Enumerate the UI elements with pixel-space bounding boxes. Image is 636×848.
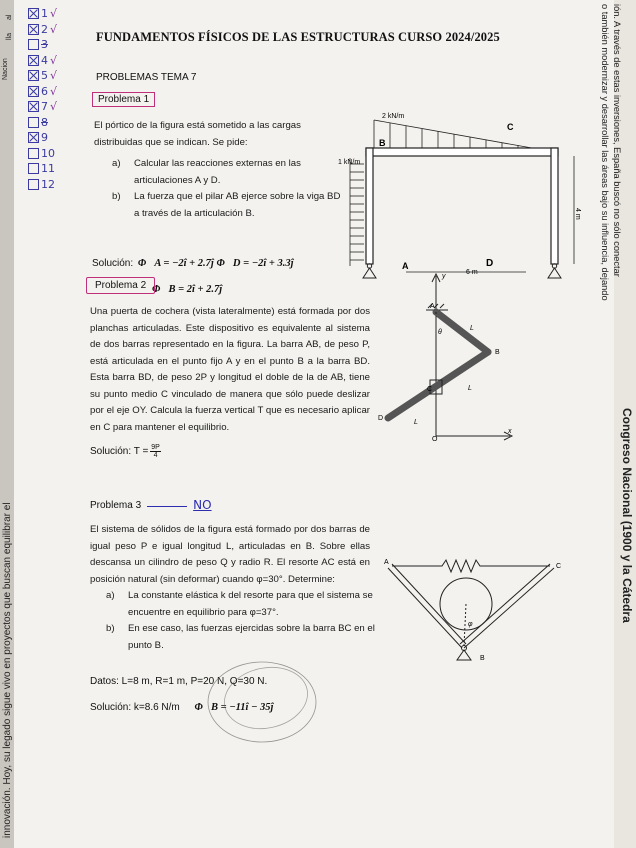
checkbox-icon <box>28 55 39 66</box>
frame-figure <box>338 108 586 286</box>
node-a-label-2: A <box>430 303 435 310</box>
checklist-number: 6 <box>41 84 48 98</box>
checklist-number: 1 <box>41 7 48 21</box>
axis-x-label: x <box>508 428 512 435</box>
background-bold-heading: Congreso Nacional (1900 y la Cátedra <box>620 408 634 623</box>
problem-3-solution-label: Solución: k=8.6 N/m <box>90 702 180 713</box>
problem-3-label-text: Problema 3 <box>90 499 142 511</box>
checklist-item <box>28 53 98 69</box>
length-label-1: L <box>470 325 474 332</box>
check-mark: √ <box>50 84 58 98</box>
axis-y-label: y <box>442 273 446 280</box>
check-mark: √ <box>50 7 58 21</box>
checklist-item <box>28 68 98 84</box>
checklist-number: 3 <box>41 38 48 52</box>
pencil-scribble <box>200 640 330 750</box>
checkbox-icon <box>28 163 39 174</box>
problem-1-items <box>112 156 342 222</box>
checklist-item <box>28 84 98 100</box>
handwritten-no: NO <box>193 498 212 512</box>
checklist-number: 5 <box>41 69 48 83</box>
problem-2-statement: Una puerta de cochera (vista lateralmente) está formada por dos planchas articuladas. Este dispositivo es equivalente al sistema de dos barras representado en la figura. La barra AB, de peso P, está articulada en el punto fijo A y en el punto B a la barra BD. Esta barra BD, de peso 2P y longitud el doble de la de AB, tiene su punto medio C vinculado de manera que sólo puede deslizar por el eje OY. Calcula la fuerza vertical T que es necesario aplicar en C para mantener el equilibrio. <box>90 306 370 433</box>
node-a-label: A <box>402 261 409 271</box>
node-c-label-3: C <box>556 563 562 570</box>
handwritten-checklist <box>28 6 98 192</box>
bar-bc <box>464 568 554 648</box>
background-left-bold: Nacion <box>2 58 9 80</box>
checkbox-icon <box>28 148 39 159</box>
node-b-label-2: B <box>495 349 500 356</box>
node-b-label-3: B <box>480 655 485 662</box>
problem-1-solution <box>92 258 294 269</box>
background-text-line-1: ión. A través de estas inversiones, España buscó no sólo conectar <box>612 4 622 277</box>
checklist-number: 9 <box>41 131 48 145</box>
problem-1-label-text: Problema 1 <box>92 92 155 107</box>
node-a-label-3: A <box>384 559 389 566</box>
checklist-item <box>28 6 98 22</box>
checkbox-icon <box>28 70 39 81</box>
phi-label: φ <box>468 621 473 628</box>
load-left-label: 1 kN/m <box>338 159 361 166</box>
checkbox-icon <box>28 132 39 143</box>
problem-1-item-a: a) Calcular las reacciones externas en las articulaciones A y D. <box>112 158 301 186</box>
checklist-item <box>28 161 98 177</box>
checklist-item <box>28 146 98 162</box>
problem-1-item-b: b) La fuerza que el pilar AB ejerce sobre la viga BD a través de la articulación B. <box>112 191 341 219</box>
checkbox-icon <box>28 101 39 112</box>
node-d-label: D <box>486 258 494 269</box>
check-mark: √ <box>50 22 58 36</box>
height-label: 4 m <box>574 208 581 220</box>
problem-3-solution-eq: Φ⃗B = −11î − 35ĵ <box>194 702 274 713</box>
frame-structure <box>366 148 558 264</box>
checklist-number: 11 <box>41 162 55 176</box>
checklist-number: 7 <box>41 100 48 114</box>
checklist-number: 10 <box>41 146 55 160</box>
node-c-label: C <box>507 122 514 132</box>
checklist-item <box>28 130 98 146</box>
check-mark: √ <box>50 100 58 114</box>
handwritten-arrow <box>147 506 187 507</box>
spring-ac <box>392 560 550 572</box>
checkbox-icon <box>28 86 39 97</box>
length-label-3: L <box>414 419 418 426</box>
node-c-label-2: C <box>427 386 433 393</box>
page-subtitle: PROBLEMAS TEMA 7 <box>96 72 197 83</box>
problem-2-label-text: Problema 2 <box>86 277 155 294</box>
checklist-number: 2 <box>41 22 48 36</box>
checklist-item <box>28 22 98 38</box>
checklist-number: 4 <box>41 53 48 67</box>
problem-3-item-a: a) La constante elástica k del resorte para que el sistema se encuentre en equilibrio para φ=37°. <box>106 590 373 618</box>
check-mark: √ <box>50 69 58 83</box>
problem-2-solution-label: Solución: T = <box>90 446 149 457</box>
problem-2-solution-fraction <box>150 444 161 459</box>
background-text-line-2: o también modernizar y desarrollar las áreas bajo su influencia, dejando <box>600 4 610 301</box>
background-left-tiny-2: al <box>6 14 13 20</box>
problem-2-label <box>86 280 155 291</box>
checkbox-icon <box>28 179 39 190</box>
door-figure <box>372 268 522 446</box>
checkbox-icon <box>28 117 39 128</box>
checkbox-icon <box>28 24 39 35</box>
problem-1-label <box>92 94 155 105</box>
problem-3-item-b: b) En ese caso, las fuerzas ejercidas sobre la barra BC en el punto B. <box>106 623 375 651</box>
bar-ab <box>388 568 462 648</box>
background-left-tiny: lla <box>6 32 13 40</box>
problem-1-statement: El pórtico de la figura está sometido a las cargas distribuidas que se indican. Se pide: <box>94 120 301 148</box>
checkbox-icon <box>28 8 39 19</box>
origin-label: O <box>432 436 438 443</box>
checklist-item <box>28 177 98 193</box>
problem-2-solution <box>90 444 161 459</box>
checklist-number: 12 <box>41 177 55 191</box>
page-title: FUNDAMENTOS FÍSICOS DE LAS ESTRUCTURAS CURSO 2024/2025 <box>96 30 500 44</box>
background-left-text: innovación. Hoy, su legado sigue vivo en proyectos que buscan equilibrar el <box>2 502 13 838</box>
distributed-load-left <box>350 158 364 266</box>
problem-1-solution-eq1: Φ⃗A = −2î + 2.7ĵ Φ⃗D = −2î + 3.3ĵ <box>137 258 294 269</box>
load-top-label: 2 kN/m <box>382 113 405 120</box>
check-mark: √ <box>50 53 58 67</box>
node-d-label-2: D <box>378 415 384 422</box>
problem-1-solution-label: Solución: <box>92 258 134 269</box>
checklist-item <box>28 37 98 53</box>
problem-3-data: Datos: L=8 m, R=1 m, P=20 N, Q=30 N. <box>90 676 268 687</box>
problem-3-label <box>90 498 212 512</box>
fraction-numerator: 9P <box>151 444 160 451</box>
problem-1-solution-eq2-wrap <box>152 284 222 295</box>
cylinder-figure <box>384 558 564 666</box>
checklist-number: 8 <box>41 115 48 129</box>
axes <box>432 274 512 440</box>
node-b-label: B <box>379 138 386 148</box>
length-label-2: L <box>468 385 472 392</box>
problem-3-statement: El sistema de sólidos de la figura está formado por dos barras de igual peso P e igual longitud L, articuladas en B. Sobre ellas descansa un cilindro de peso Q y radio R. El resorte AC está en posición natural (sin deformar) cuando φ=30°. Determine: <box>90 524 370 585</box>
checklist-item <box>28 99 98 115</box>
problem-1-solution-eq2: Φ⃗B = 2î + 2.7ĵ <box>152 284 223 295</box>
checkbox-icon <box>28 39 39 50</box>
theta-label: θ <box>438 329 442 336</box>
checklist-item <box>28 115 98 131</box>
span-label: 6 m <box>466 269 478 276</box>
fraction-denominator: 4 <box>153 452 158 459</box>
